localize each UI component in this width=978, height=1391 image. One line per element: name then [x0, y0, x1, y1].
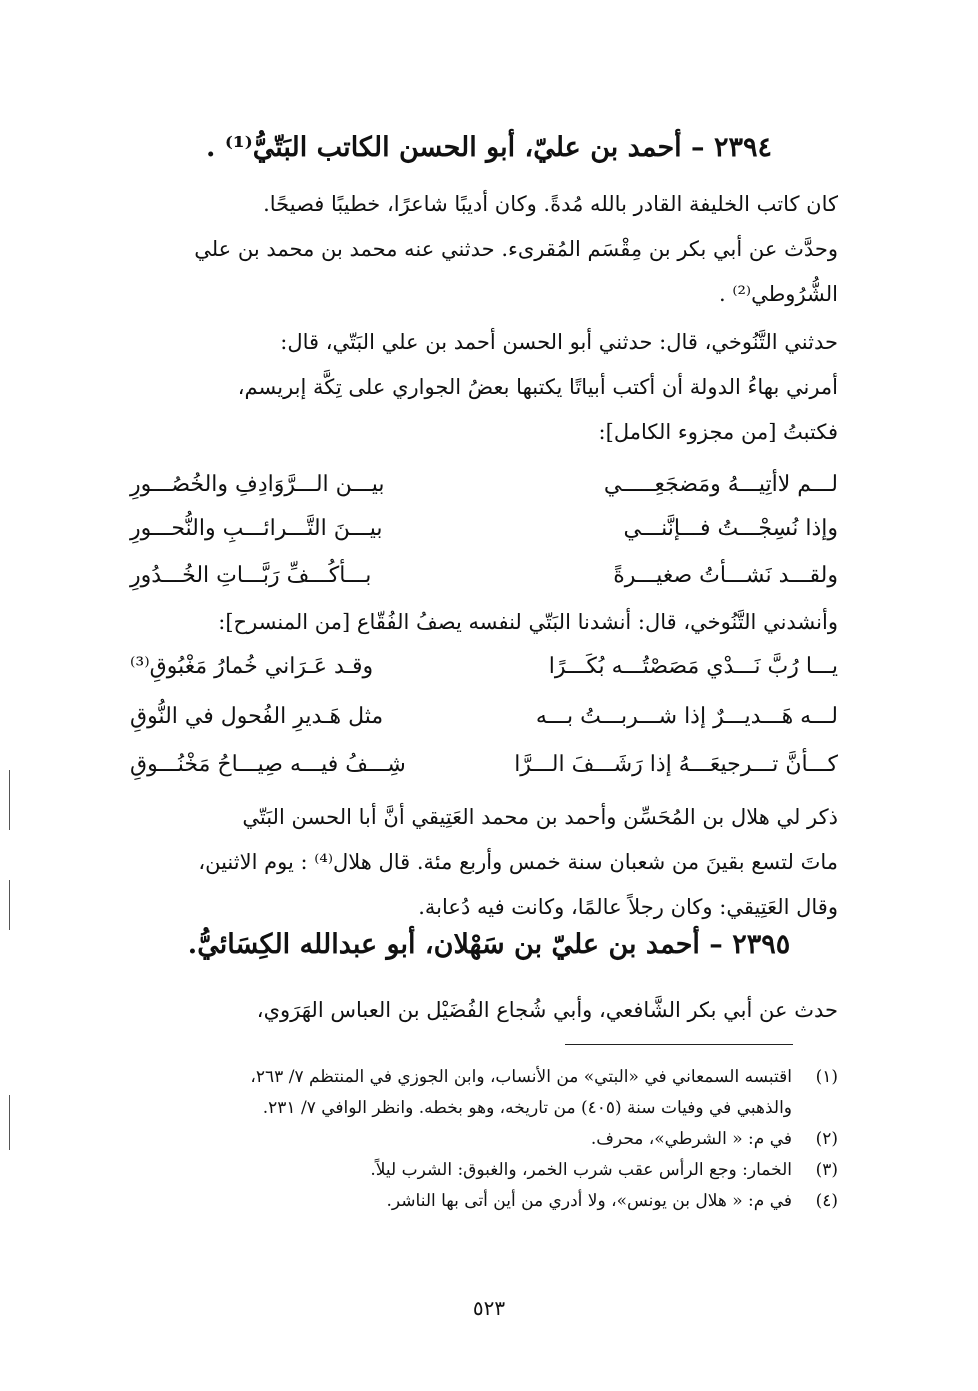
- verse-first-hemistich: لـــم لاأتِيـــهُ ومَضجَعِـــــي: [603, 472, 838, 497]
- scan-artifact-line: [9, 880, 10, 930]
- text-line: حدث عن أبي بكر الشَّافعي، وأبي شُجاع الفُضَيْل بن العباس الهَرَوي،: [256, 998, 838, 1022]
- verse-second-hemistich: بيـــنَ التَّـــرائـــبِ والنُّحـــورِ: [130, 516, 383, 541]
- text-line: أمرني بهاءُ الدولة أن أكتب أبياتًا يكتبها بعضُ الجواري على تِكَّة إبريسم،: [237, 375, 838, 399]
- entry-2394-heading: ٢٣٩٤ – أحمد بن عليّ، أبو الحسن الكاتب البَتّيُّ⁽¹⁾ .: [206, 132, 772, 163]
- footnote: [130, 1062, 838, 1093]
- verse-line: [130, 460, 838, 510]
- verse-first-hemistich: لـــه هَـــديـــرٌ إذا شـــربـــتُ بـــه: [535, 704, 838, 729]
- text-line: وقال العَتِيقي: وكان رجلاً عالمًا، وكانت فيه دُعابة.: [418, 895, 838, 919]
- footnote: [130, 1124, 838, 1155]
- entry-2394-paragraph-1: [130, 182, 838, 317]
- footnotes: [130, 1062, 838, 1217]
- footnote-text: في م: « هلال بن يونس»، ولا أدري من أين أتى بها الناشر.: [386, 1191, 792, 1211]
- footnote-text: في م: « الشرطي»، محرف.: [590, 1129, 792, 1149]
- verse-second-hemistich: مثل هَـديرِ الفُحول في النُّوقِ: [130, 704, 384, 729]
- verse-first-hemistich: كـــأنَّ تـــرجيعَـــهُ إذا رَشَـــفَ الـــرَّا: [514, 752, 838, 777]
- footnote: [130, 1093, 838, 1124]
- entry-2394-paragraph-3: [130, 600, 838, 645]
- entry-2394-paragraph-4: [130, 795, 838, 930]
- entry-2395-paragraph-1: [130, 988, 838, 1033]
- footnote-text: اقتبسه السمعاني في «البتي» من الأنساب، وابن الجوزي في المنتظم ٧/ ٢٦٣،: [250, 1067, 792, 1087]
- text-line: الشُّرُوطي⁽²⁾ .: [718, 282, 838, 306]
- text-line: ماتَ لتسع بقينَ من شعبان سنة خمس وأربع مئة. قال هلال⁽⁴⁾ : يوم الاثنين،: [198, 850, 838, 874]
- verse-first-hemistich: وإذا نُسِجْـــتُ فـــإنَّنـــي: [623, 516, 838, 541]
- verse-line: [130, 740, 838, 790]
- verse-second-hemistich: وقـد عَـرَاني خُمارُ مَغْبُوقِ⁽³⁾: [130, 654, 374, 679]
- footnote-separator: [565, 1044, 793, 1045]
- scan-artifact-line: [9, 770, 10, 830]
- page-number: ٥٢٣: [472, 1296, 506, 1320]
- text-line: وأنشدني التَّنُوخي، قال: أنشدنا البَتّي لنفسه يصفُ الفُقّاع [من المنسرح]:: [218, 610, 838, 634]
- footnote-number: (٤): [815, 1191, 838, 1211]
- text-line: فكتبتُ [من مجزوء الكامل]:: [598, 420, 838, 444]
- text-line: وحدَّث عن أبي بكر بن مِقْسَم المُقرىء. حدثني عنه محمد بن محمد بن علي: [194, 237, 838, 261]
- entry-2395-heading: ٢٣٩٥ – أحمد بن عليّ بن سَهْلان، أبو عبدالله الكِسَائيُّ.: [187, 929, 791, 960]
- entry-2394-paragraph-2: [130, 320, 838, 455]
- footnote: [130, 1186, 838, 1217]
- verse-first-hemistich: ولقـــد نَشـــأتُ صغيـــرةً: [613, 563, 838, 588]
- verse-second-hemistich: شِـــفُ فيـــه صِيـــاحُ مَخْنُـــوقِ: [130, 752, 406, 777]
- verse-line: [130, 692, 838, 742]
- footnote-text: والذهبي في وفيات سنة (٤٠٥) من تاريخه، وهو بخطه. وانظر الوافي ٧/ ٢٣١.: [262, 1098, 792, 1118]
- text-line: ذكر لي هلال بن المُحَسِّن وأحمد بن محمد العَتِيقي أنَّ أبا الحسن البَتّي: [242, 805, 838, 829]
- verse-second-hemistich: بيـــن الـــرَّوَادِفِ والخُصُـــورِ: [130, 472, 385, 497]
- verse-second-hemistich: بـــأكُـــفِّ رَبَّـــاتِ الخُـــدُورِ: [130, 563, 372, 588]
- verse-line: [130, 642, 838, 692]
- verse-line: [130, 504, 838, 554]
- text-line: حدثني التَّنُوخي، قال: حدثني أبو الحسن أحمد بن علي البَتّي، قال:: [280, 330, 838, 354]
- footnote-text: الخمار: وجع الرأس عقب شرب الخمر، والغبوق: الشرب ليلاً.: [370, 1160, 792, 1180]
- footnote: [130, 1155, 838, 1186]
- footnote-number: (١): [815, 1067, 838, 1087]
- scan-artifact-line: [9, 1095, 10, 1150]
- verse-first-hemistich: يـــا رُبَّ نَـــدْي مَصَصْتُـــه بُكَـــرًا: [548, 654, 838, 679]
- footnote-number: (٢): [815, 1129, 838, 1149]
- verse-line: [130, 551, 838, 601]
- text-line: كان كاتب الخليفة القادر بالله مُدةً. وكان أديبًا شاعرًا، خطيبًا فصيحًا.: [263, 192, 838, 216]
- footnote-number: (٣): [815, 1160, 838, 1180]
